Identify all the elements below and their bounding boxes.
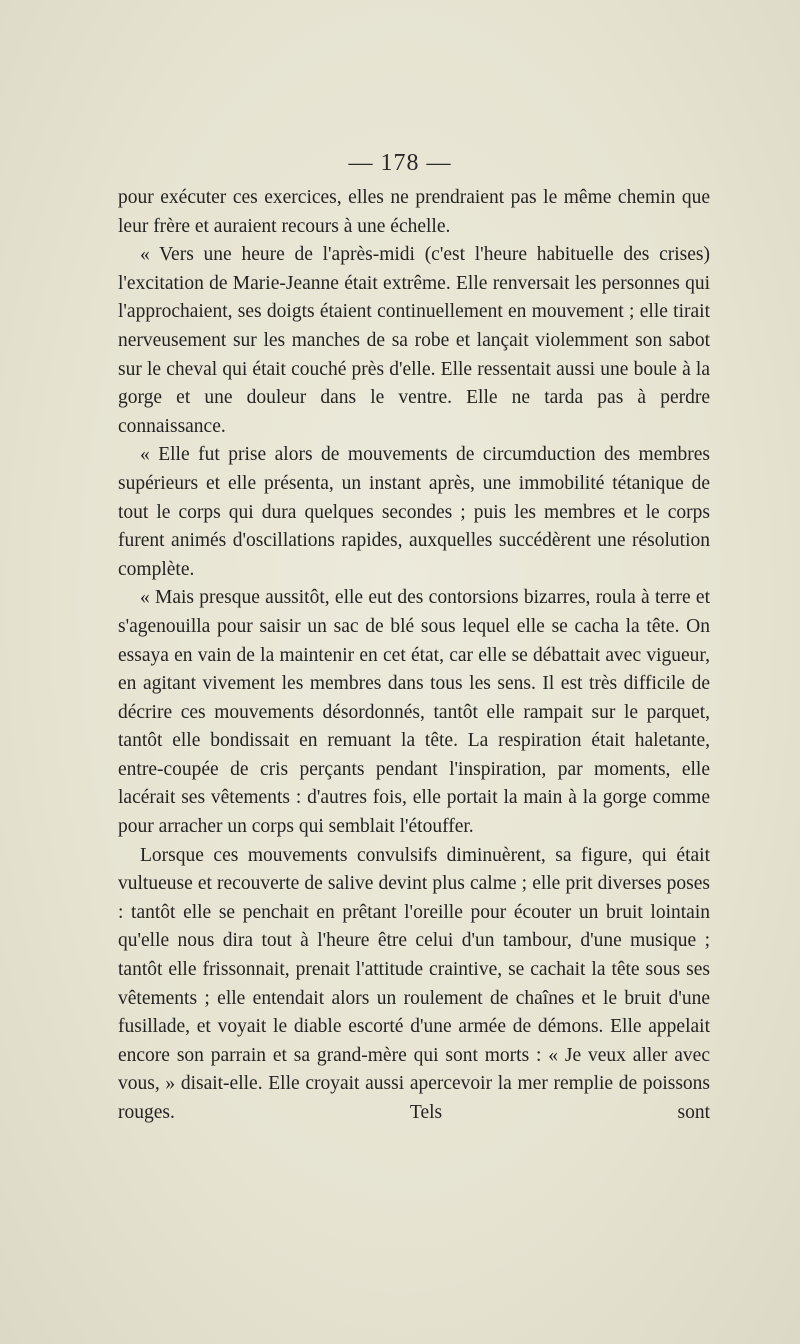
paragraph-1: pour exécuter ces exercices, elles ne prendraient pas le même chemin que leur frère et auraient recours à une échelle. xyxy=(118,187,710,237)
paragraph-3: « Elle fut prise alors de mouvements de circumduction des membres supérieurs et elle présenta, un instant après, une immobilité tétanique de tout le corps qui dura quelques secondes ; puis les membres et le corps furent animés d'oscillations rapides, auxquelles succédèrent une résolution complète. xyxy=(118,444,710,580)
paragraph-2: « Vers une heure de l'après-midi (c'est l'heure habituelle des crises) l'excitation de Marie-Jeanne était extrême. Elle renversait les personnes qui l'approchaient, ses doigts étaient continuellement en mouvement ; elle tirait nerveusement sur les manches de sa robe et lançait violemment son sabot sur le cheval qui était couché près d'elle. Elle ressentait aussi une boule à la gorge et une douleur dans le ventre. Elle ne tarda pas à perdre connaissance. xyxy=(118,244,710,437)
paragraph-4: « Mais presque aussitôt, elle eut des contorsions bizarres, roula à terre et s'agenouilla pour saisir un sac de blé sous lequel elle se cacha la tête. On essaya en vain de la maintenir en cet état, car elle se débattait avec vigueur, en agitant vivement les membres dans tous les sens. Il est très difficile de décrire ces mouvements désordonnés, tantôt elle rampait sur le parquet, tantôt elle bondissait en remuant la tête. La respiration était haletante, entre-coupée de cris perçants pendant l'inspiration, par moments, elle lacérait ses vêtements : d'autres fois, elle portait la main à la gorge comme pour arracher un corps qui semblait l'étouffer. xyxy=(118,587,710,838)
paragraph-5: Lorsque ces mouvements convulsifs diminuèrent, sa figure, qui était vultueuse et recouverte de salive devint plus calme ; elle prit diverses poses : tantôt elle se penchait en prêtant l'oreille pour écouter un bruit lointain qu'elle nous dira tout à l'heure être celui d'un tambour, d'une musique ; tantôt elle frissonnait, prenait l'attitude craintive, se cachait la tête sous ses vêtements ; elle entendait alors un roulement de chaînes et le bruit d'une fusillade, et voyait le diable escorté d'une armée de démons. Elle appelait encore son parrain et sa grand-mère qui sont morts : « Je veux aller avec vous, » disait-elle. Elle croyait aussi apercevoir la mer remplie de poissons rouges. Tels sont xyxy=(118,844,710,1123)
body-text xyxy=(118,184,710,1128)
page-number: — 178 — xyxy=(348,150,452,176)
